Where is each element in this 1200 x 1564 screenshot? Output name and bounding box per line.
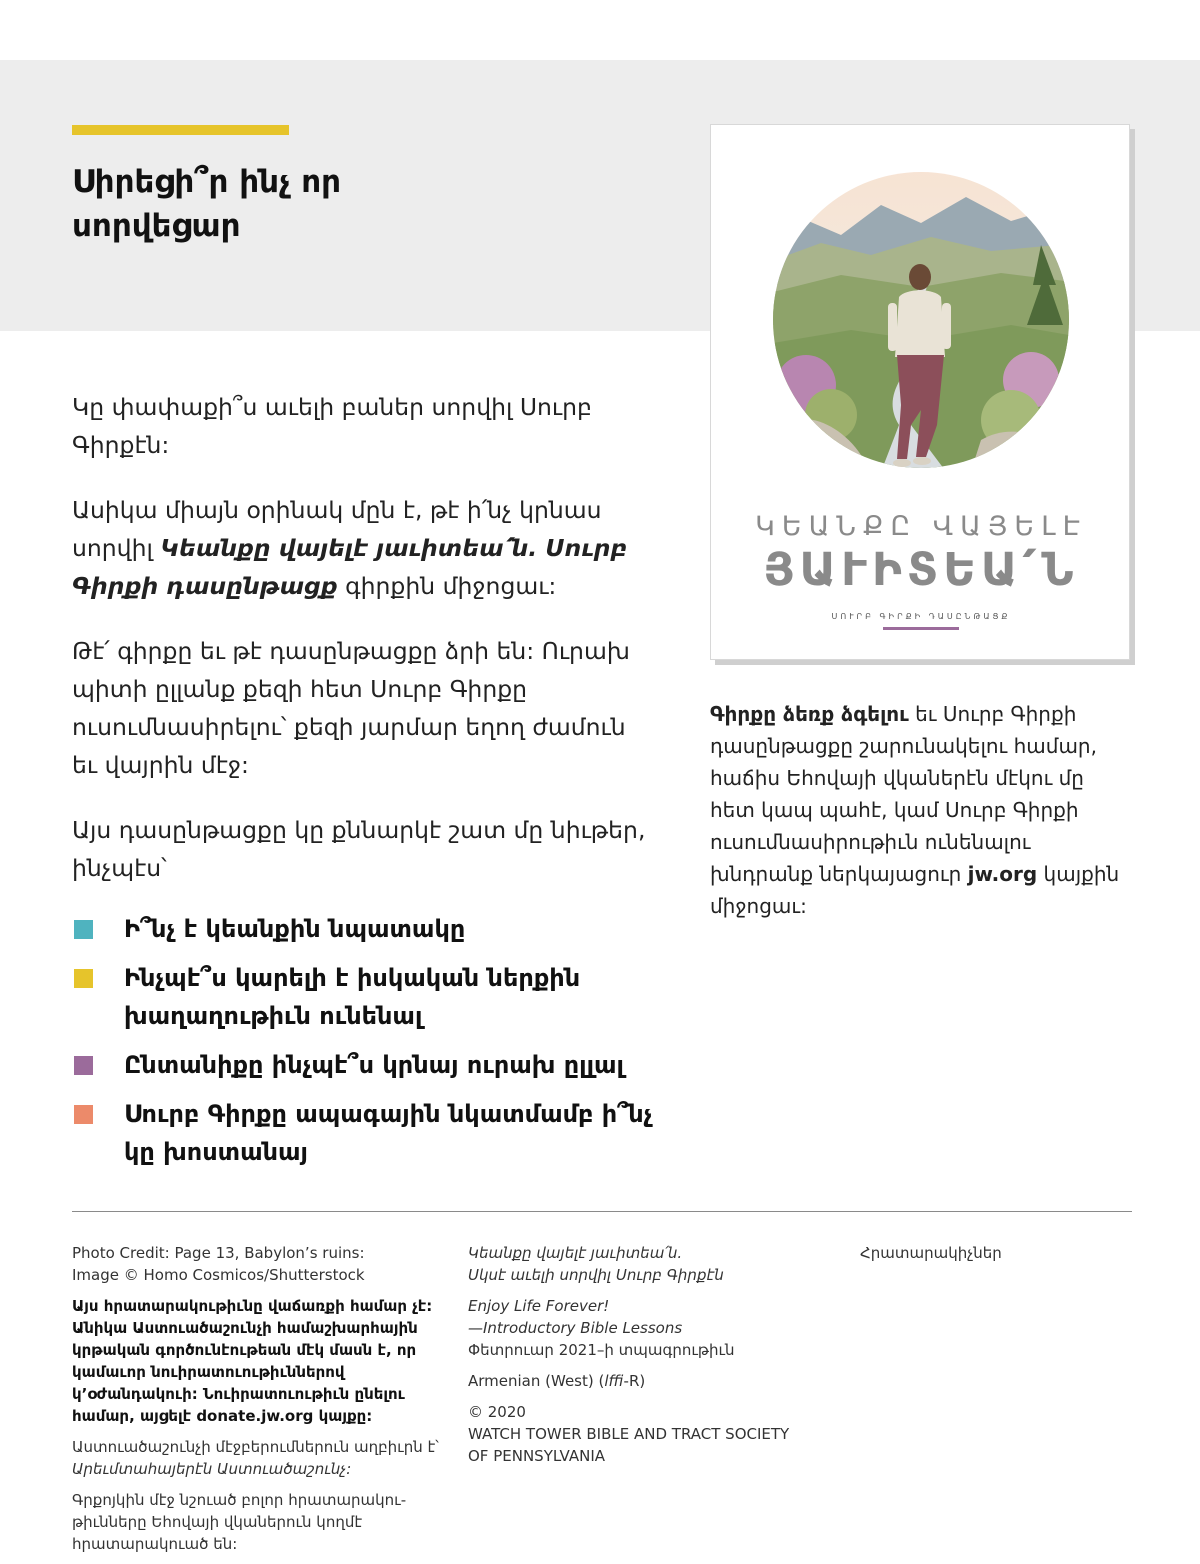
donate-link[interactable]: donate.jw.org	[196, 1407, 314, 1425]
publishers-label: Հրատարակիչներ	[860, 1244, 1002, 1262]
intro-text	[72, 388, 652, 914]
footer-column-2	[468, 1242, 828, 1476]
topic-item: Սուրբ Գիրքը ապագային նկատմամբ ի՞նչ կը խոստանայ	[72, 1095, 672, 1171]
intro-paragraph-1: Կը փափաքի՞ս աւելի բաներ սորվիլ Սուրբ Գիրքէն:	[72, 393, 592, 459]
donation-notice: Այս հրատարակութիւնը վաճառքի համար չէ: Անիկա Աստուածաշունչի համաշխարհային կրթական գործունէութեան մէկ մասն է, որ կամաւոր նուիրատուութիւններով կ’օժանդակուի: Նուիրատուութիւն ընելու համար, այցելէ donate.jw.org կայքը:	[72, 1297, 433, 1425]
jw-org-link[interactable]: jw.org	[967, 862, 1038, 886]
topic-item: Ընտանիքը ինչպէ՞ս կրնայ ուրախ ըլլալ	[72, 1046, 672, 1084]
page-title	[72, 160, 632, 248]
photo-credit: Photo Credit: Page 13, Babylon’s ruins: Image © Homo Cosmicos/Shutterstock	[72, 1244, 365, 1284]
book-cover	[710, 124, 1130, 660]
book-cover-illustration	[711, 125, 1131, 661]
teal-square-icon	[74, 920, 93, 939]
title-line-2: սորվեցար	[72, 208, 241, 244]
copyright: © 2020 WATCH TOWER BIBLE AND TRACT SOCIETY OF PENNSYLVANIA	[468, 1403, 790, 1465]
purple-square-icon	[74, 1056, 93, 1075]
book-title-small: ԿԵԱՆՔԸ ՎԱՅԵԼԷ	[755, 511, 1087, 542]
scripture-source: Աստուածաշունչի մէջբերումներուն աղբիւրն է՝ Արեւմտահայերէն Աստուածաշունչ:	[72, 1438, 439, 1478]
footer-column-3	[860, 1242, 1120, 1273]
order-info-lead: Գիրքը ձեռք ձգելու	[710, 702, 909, 726]
intro-paragraph-3: Թէ՛ գիրքը եւ թէ դասընթացքը ձրի են: Ուրախ պիտի ըլլանք քեզի հետ Սուրբ Գիրքը ուսումնասիրելու՝ քեզի յարմար եղող ժամուն եւ վայրին մէջ:	[72, 637, 630, 779]
intro-paragraph-4: Այս դասընթացքը կը քննարկէ շատ մը նիւթեր, ինչպէս՝	[72, 816, 646, 882]
topic-list	[72, 910, 672, 1182]
language-code: Armenian (West) (lffi-R)	[468, 1372, 646, 1390]
footer-divider	[72, 1211, 1132, 1212]
intro-paragraph-2: Ասիկա միայն օրինակ մըն է, թէ ի՛նչ կրնաս սորվիլ Կեանքը վայելէ յաւիտեա՛ն. Սուրբ Գիրքի դասընթացք գիրքին միջոցաւ:	[72, 496, 628, 600]
footer-column-1	[72, 1242, 442, 1564]
topic-item: Ինչպէ՞ս կարելի է իսկական ներքին խաղաղութիւն ունենալ	[72, 959, 672, 1035]
order-info: Գիրքը ձեռք ձգելու եւ Սուրբ Գիրքի դասընթացքը շարունակելու համար, հաճիս Եհովայի վկաներէն մէկու մը հետ կապ պահէ, կամ Սուրբ Գիրքի ուսումնասիրութիւն ունենալու խնդրանք ներկայացուր jw.org կայքին միջոցաւ:	[710, 702, 1120, 918]
title-english: Enjoy Life Forever! —Introductory Bible Lessons Փետրուար 2021–ի տպագրութիւն	[468, 1297, 735, 1359]
published-note: Գրքոյկին մէջ նշուած բոլոր հրատարակու-թիւնները Եհովայի վկաներուն կողմէ հրատարակուած են:	[72, 1491, 407, 1553]
book-title-emphasis: Կեանքը վայելէ յաւիտեա՛ն. Սուրբ Գիրքի դասընթացք	[72, 534, 628, 600]
book-subtitle: ՍՈՒՐԲ ԳԻՐՔԻ ԴԱՍԸՆԹԱՑՔ	[831, 612, 1011, 621]
topic-item: Ի՞նչ է կեանքին նպատակը	[72, 910, 672, 948]
accent-bar	[72, 125, 289, 135]
book-title-large: ՅԱՒԻՏԵԱ՛Ն	[763, 543, 1079, 596]
title-line-1: Սիրեցի՞ր ինչ որ	[72, 164, 342, 200]
book-underline	[883, 627, 959, 630]
orange-square-icon	[74, 1105, 93, 1124]
title-armenian: Կեանքը վայելէ յաւիտեա՛ն. Սկսէ աւելի սորվիլ Սուրբ Գիրքէն	[468, 1244, 724, 1284]
yellow-square-icon	[74, 969, 93, 988]
